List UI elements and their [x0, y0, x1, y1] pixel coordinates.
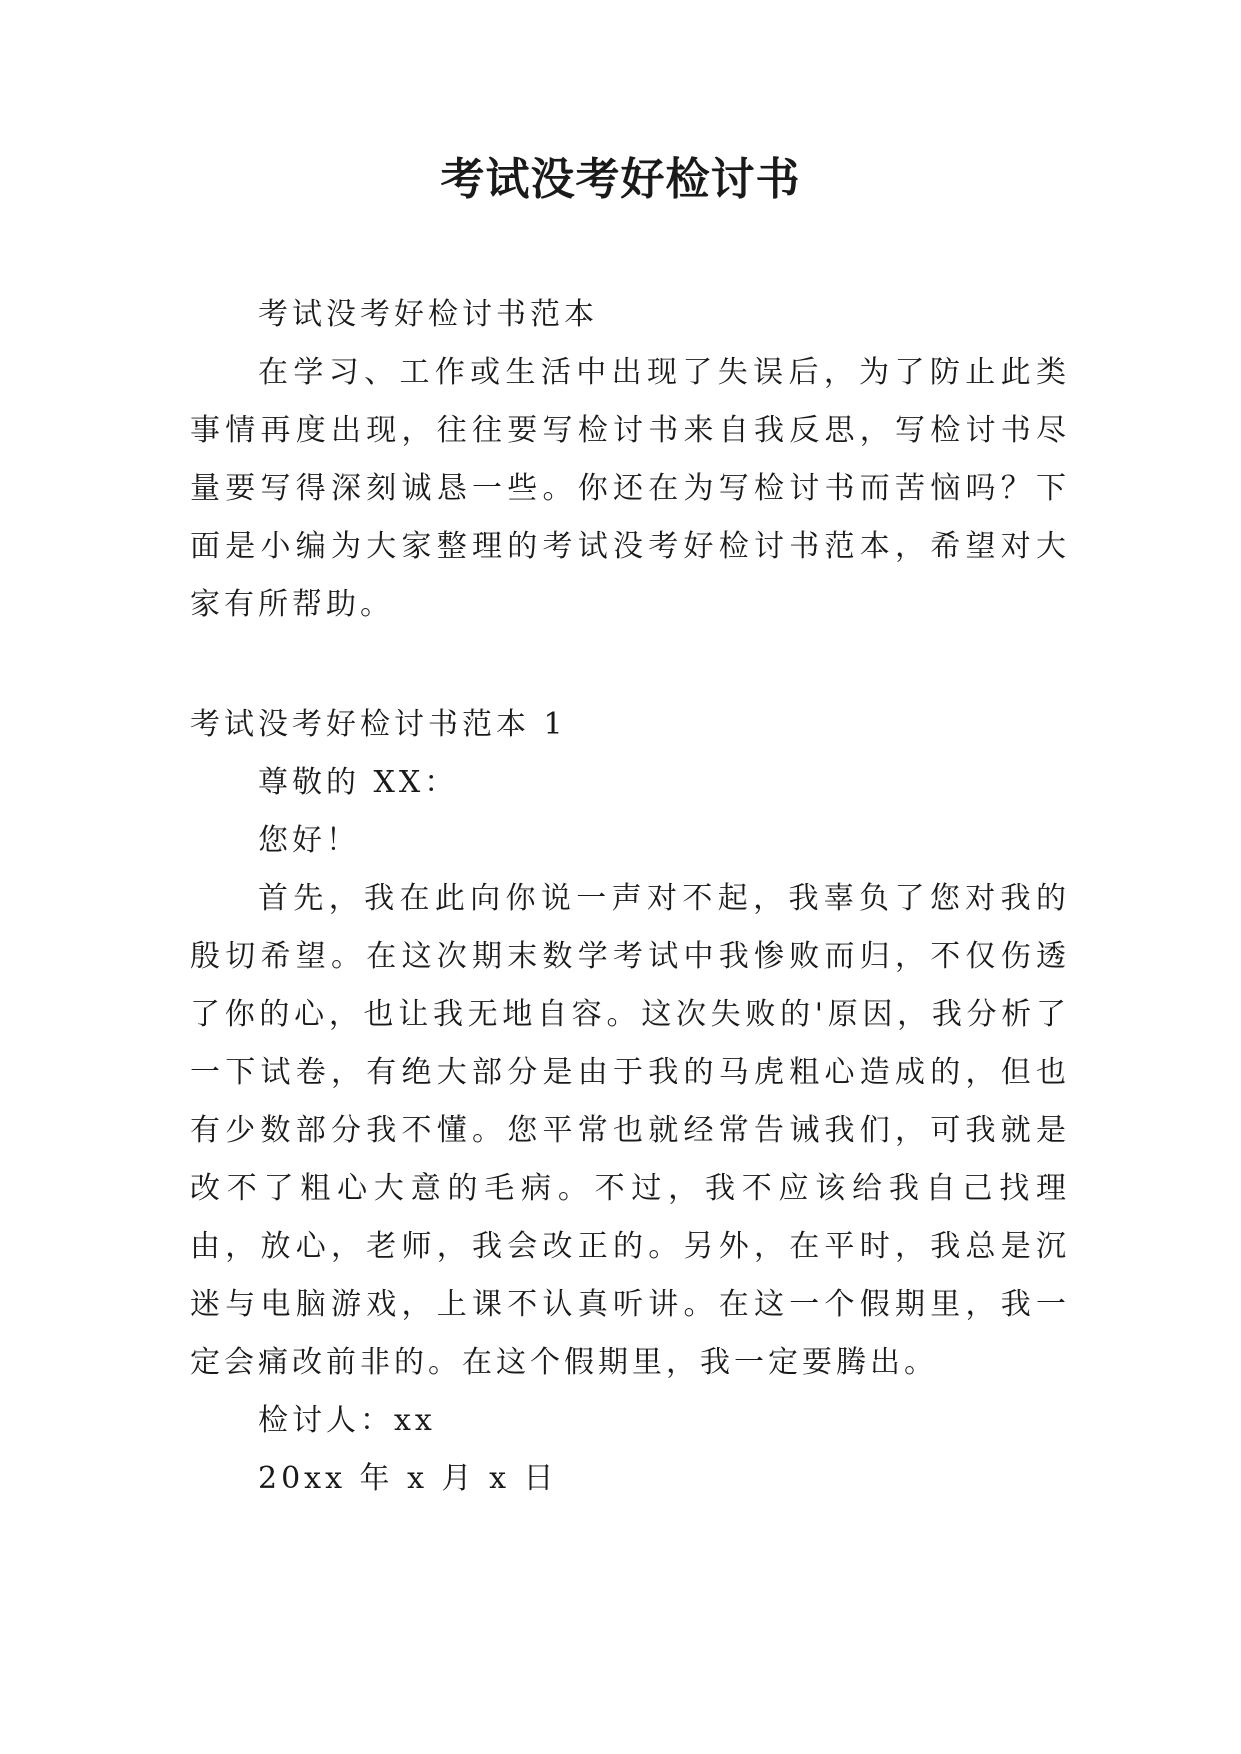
letter-section	[190, 696, 1070, 1508]
greeting: 您好！	[258, 823, 360, 858]
section-heading: 考试没考好检讨书范本 1	[190, 707, 567, 742]
intro-section	[190, 286, 1070, 634]
date: 20xx 年 x 月 x 日	[258, 1461, 558, 1496]
document-title: 考试没考好检讨书	[440, 154, 801, 205]
body-paragraph: 首先，我在此向你说一声对不起，我辜负了您对我的殷切希望。在这次期末数学考试中我惨败而归，不仅伤透了你的心，也让我无地自容。这次失败的'原因，我分析了一下试卷，有绝大部分是由于我的马虎粗心造成的，但也有少数部分我不懂。您平常也就经常告诫我们，可我就是改不了粗心大意的毛病。不过，我不应该给我自己找理由，放心，老师，我会改正的。另外，在平时，我总是沉迷与电脑游戏，上课不认真听讲。在这一个假期里，我一定会痛改前非的。在这个假期里，我一定要腾出。	[190, 881, 1070, 1380]
subtitle: 考试没考好检讨书范本	[258, 297, 598, 332]
intro-paragraph: 在学习、工作或生活中出现了失误后，为了防止此类事情再度出现，往往要写检讨书来自我反思，写检讨书尽量要写得深刻诚恳一些。你还在为写检讨书而苦恼吗？下面是小编为大家整理的考试没考好检讨书范本，希望对大家有所帮助。	[190, 355, 1070, 622]
signature: 检讨人：xx	[258, 1403, 436, 1438]
salutation: 尊敬的 XX：	[258, 765, 459, 800]
